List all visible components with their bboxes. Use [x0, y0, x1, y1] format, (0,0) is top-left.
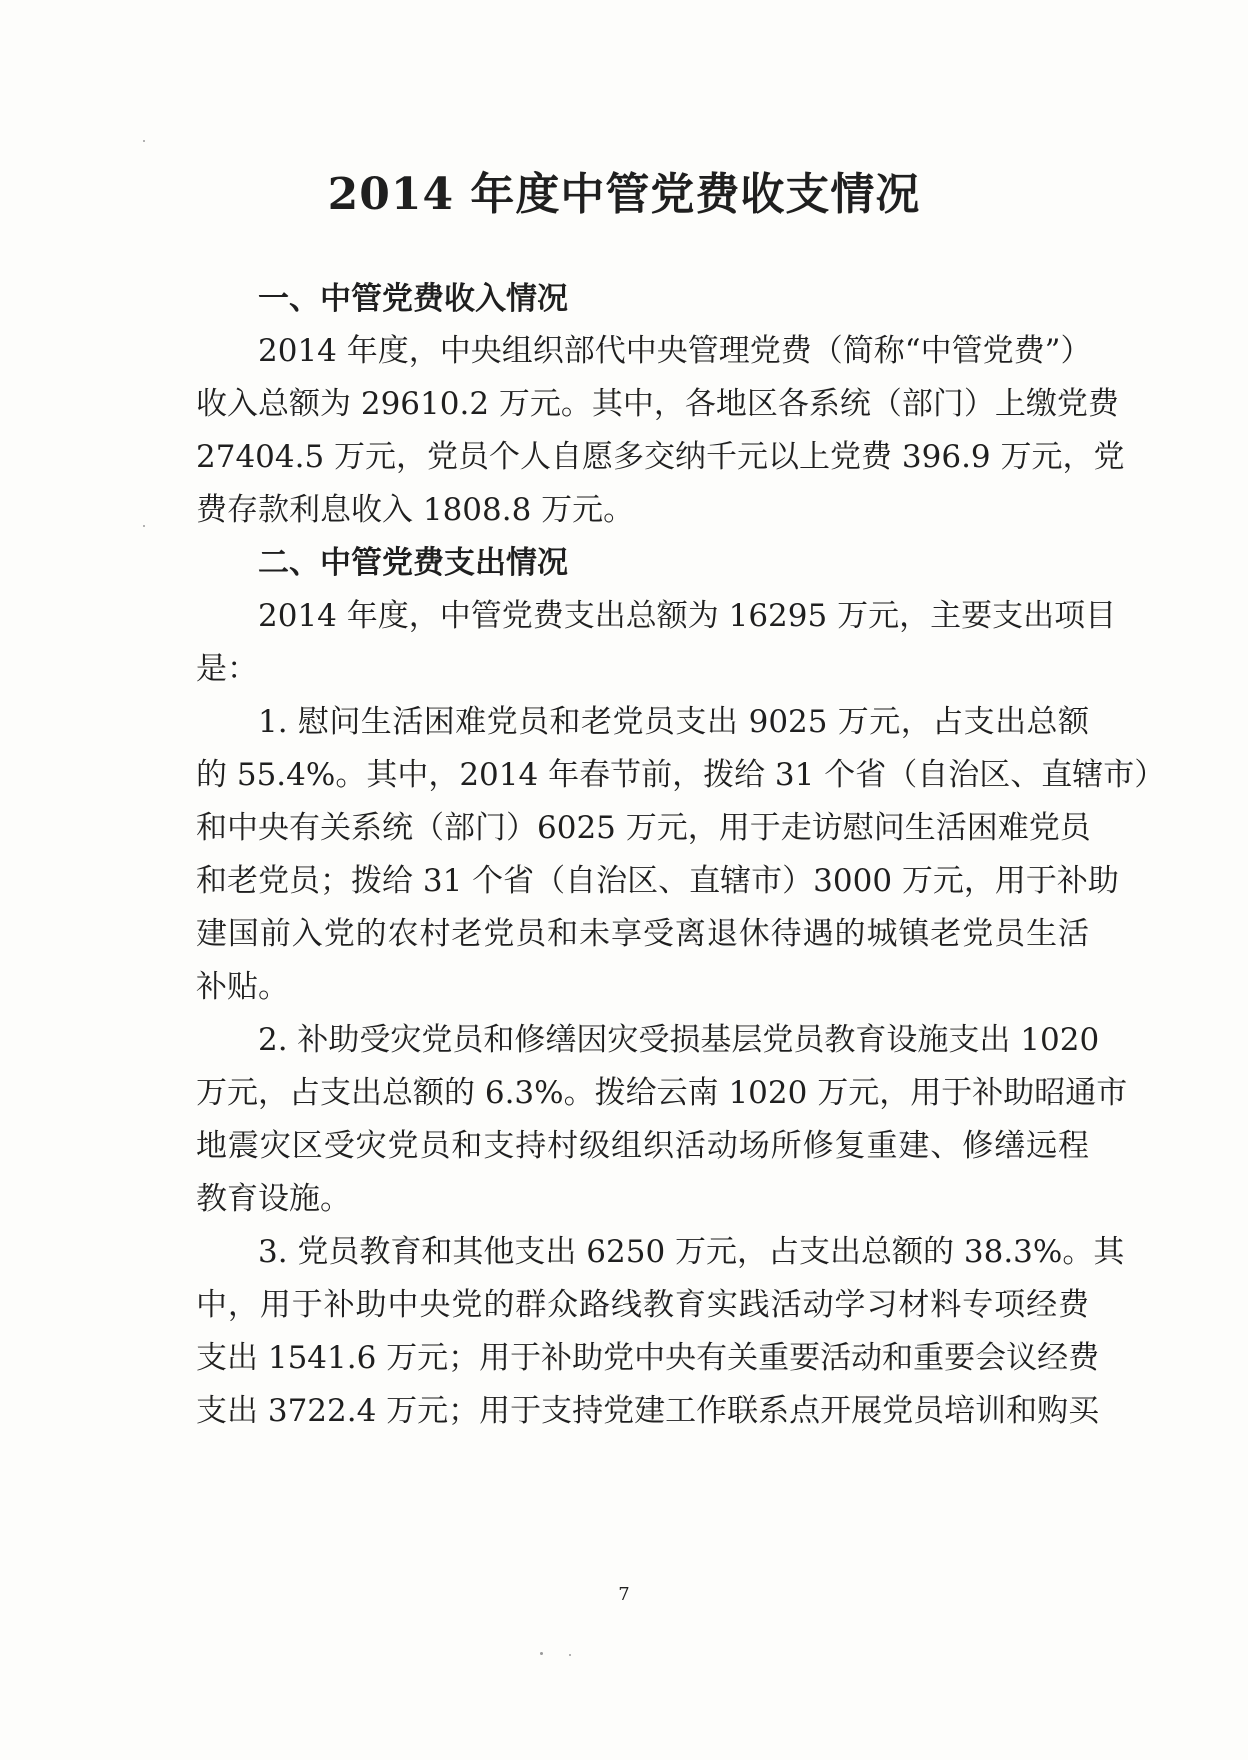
paragraph-line: 2. 补助受灾党员和修缮因灾受损基层党员教育设施支出 1020	[258, 1022, 1100, 1058]
paragraph-line: 补贴。	[196, 969, 289, 1005]
paragraph-line: 支出 1541.6 万元；用于补助党中央有关重要活动和重要会议经费	[196, 1340, 1100, 1376]
scan-speck	[569, 1654, 571, 1656]
paragraph-line: 2014 年度，中管党费支出总额为 16295 万元，主要支出项目	[258, 598, 1117, 634]
paragraph-line: 建国前入党的农村老党员和未享受离退休待遇的城镇老党员生活	[196, 916, 1089, 952]
paragraph-line: 是：	[196, 651, 258, 687]
scan-speck	[143, 525, 145, 527]
section-heading-expenditure: 二、中管党费支出情况	[258, 545, 568, 581]
paragraph-line: 中，用于补助中央党的群众路线教育实践活动学习材料专项经费	[196, 1287, 1089, 1323]
paragraph-line: 和老党员；拨给 31 个省（自治区、直辖市）3000 万元，用于补助	[196, 863, 1119, 899]
paragraph-line: 2014 年度，中央组织部代中央管理党费（简称“中管党费”）	[258, 333, 1092, 369]
paragraph-line: 1. 慰问生活困难党员和老党员支出 9025 万元，占支出总额	[258, 704, 1089, 740]
paragraph-line: 收入总额为 29610.2 万元。其中，各地区各系统（部门）上缴党费	[196, 386, 1119, 422]
paragraph-line: 支出 3722.4 万元；用于支持党建工作联系点开展党员培训和购买	[196, 1393, 1100, 1429]
scan-speck	[143, 140, 145, 142]
paragraph-line: 费存款利息收入 1808.8 万元。	[196, 492, 635, 528]
scan-speck	[540, 1652, 543, 1655]
page-title: 2014 年度中管党费收支情况	[327, 169, 921, 220]
paragraph-line: 3. 党员教育和其他支出 6250 万元，占支出总额的 38.3%。其	[258, 1234, 1125, 1270]
paragraph-line: 和中央有关系统（部门）6025 万元，用于走访慰问生活困难党员	[196, 810, 1091, 846]
paragraph-line: 地震灾区受灾党员和支持村级组织活动场所修复重建、修缮远程	[196, 1128, 1089, 1164]
section-heading-income: 一、中管党费收入情况	[258, 281, 568, 317]
paragraph-line: 的 55.4%。其中，2014 年春节前，拨给 31 个省（自治区、直辖市）	[196, 757, 1166, 793]
page-number: 7	[618, 1584, 630, 1605]
paragraph-line: 教育设施。	[196, 1181, 351, 1217]
paragraph-line: 27404.5 万元，党员个人自愿多交纳千元以上党费 396.9 万元，党	[196, 439, 1125, 475]
paragraph-line: 万元，占支出总额的 6.3%。拨给云南 1020 万元，用于补助昭通市	[196, 1075, 1128, 1111]
